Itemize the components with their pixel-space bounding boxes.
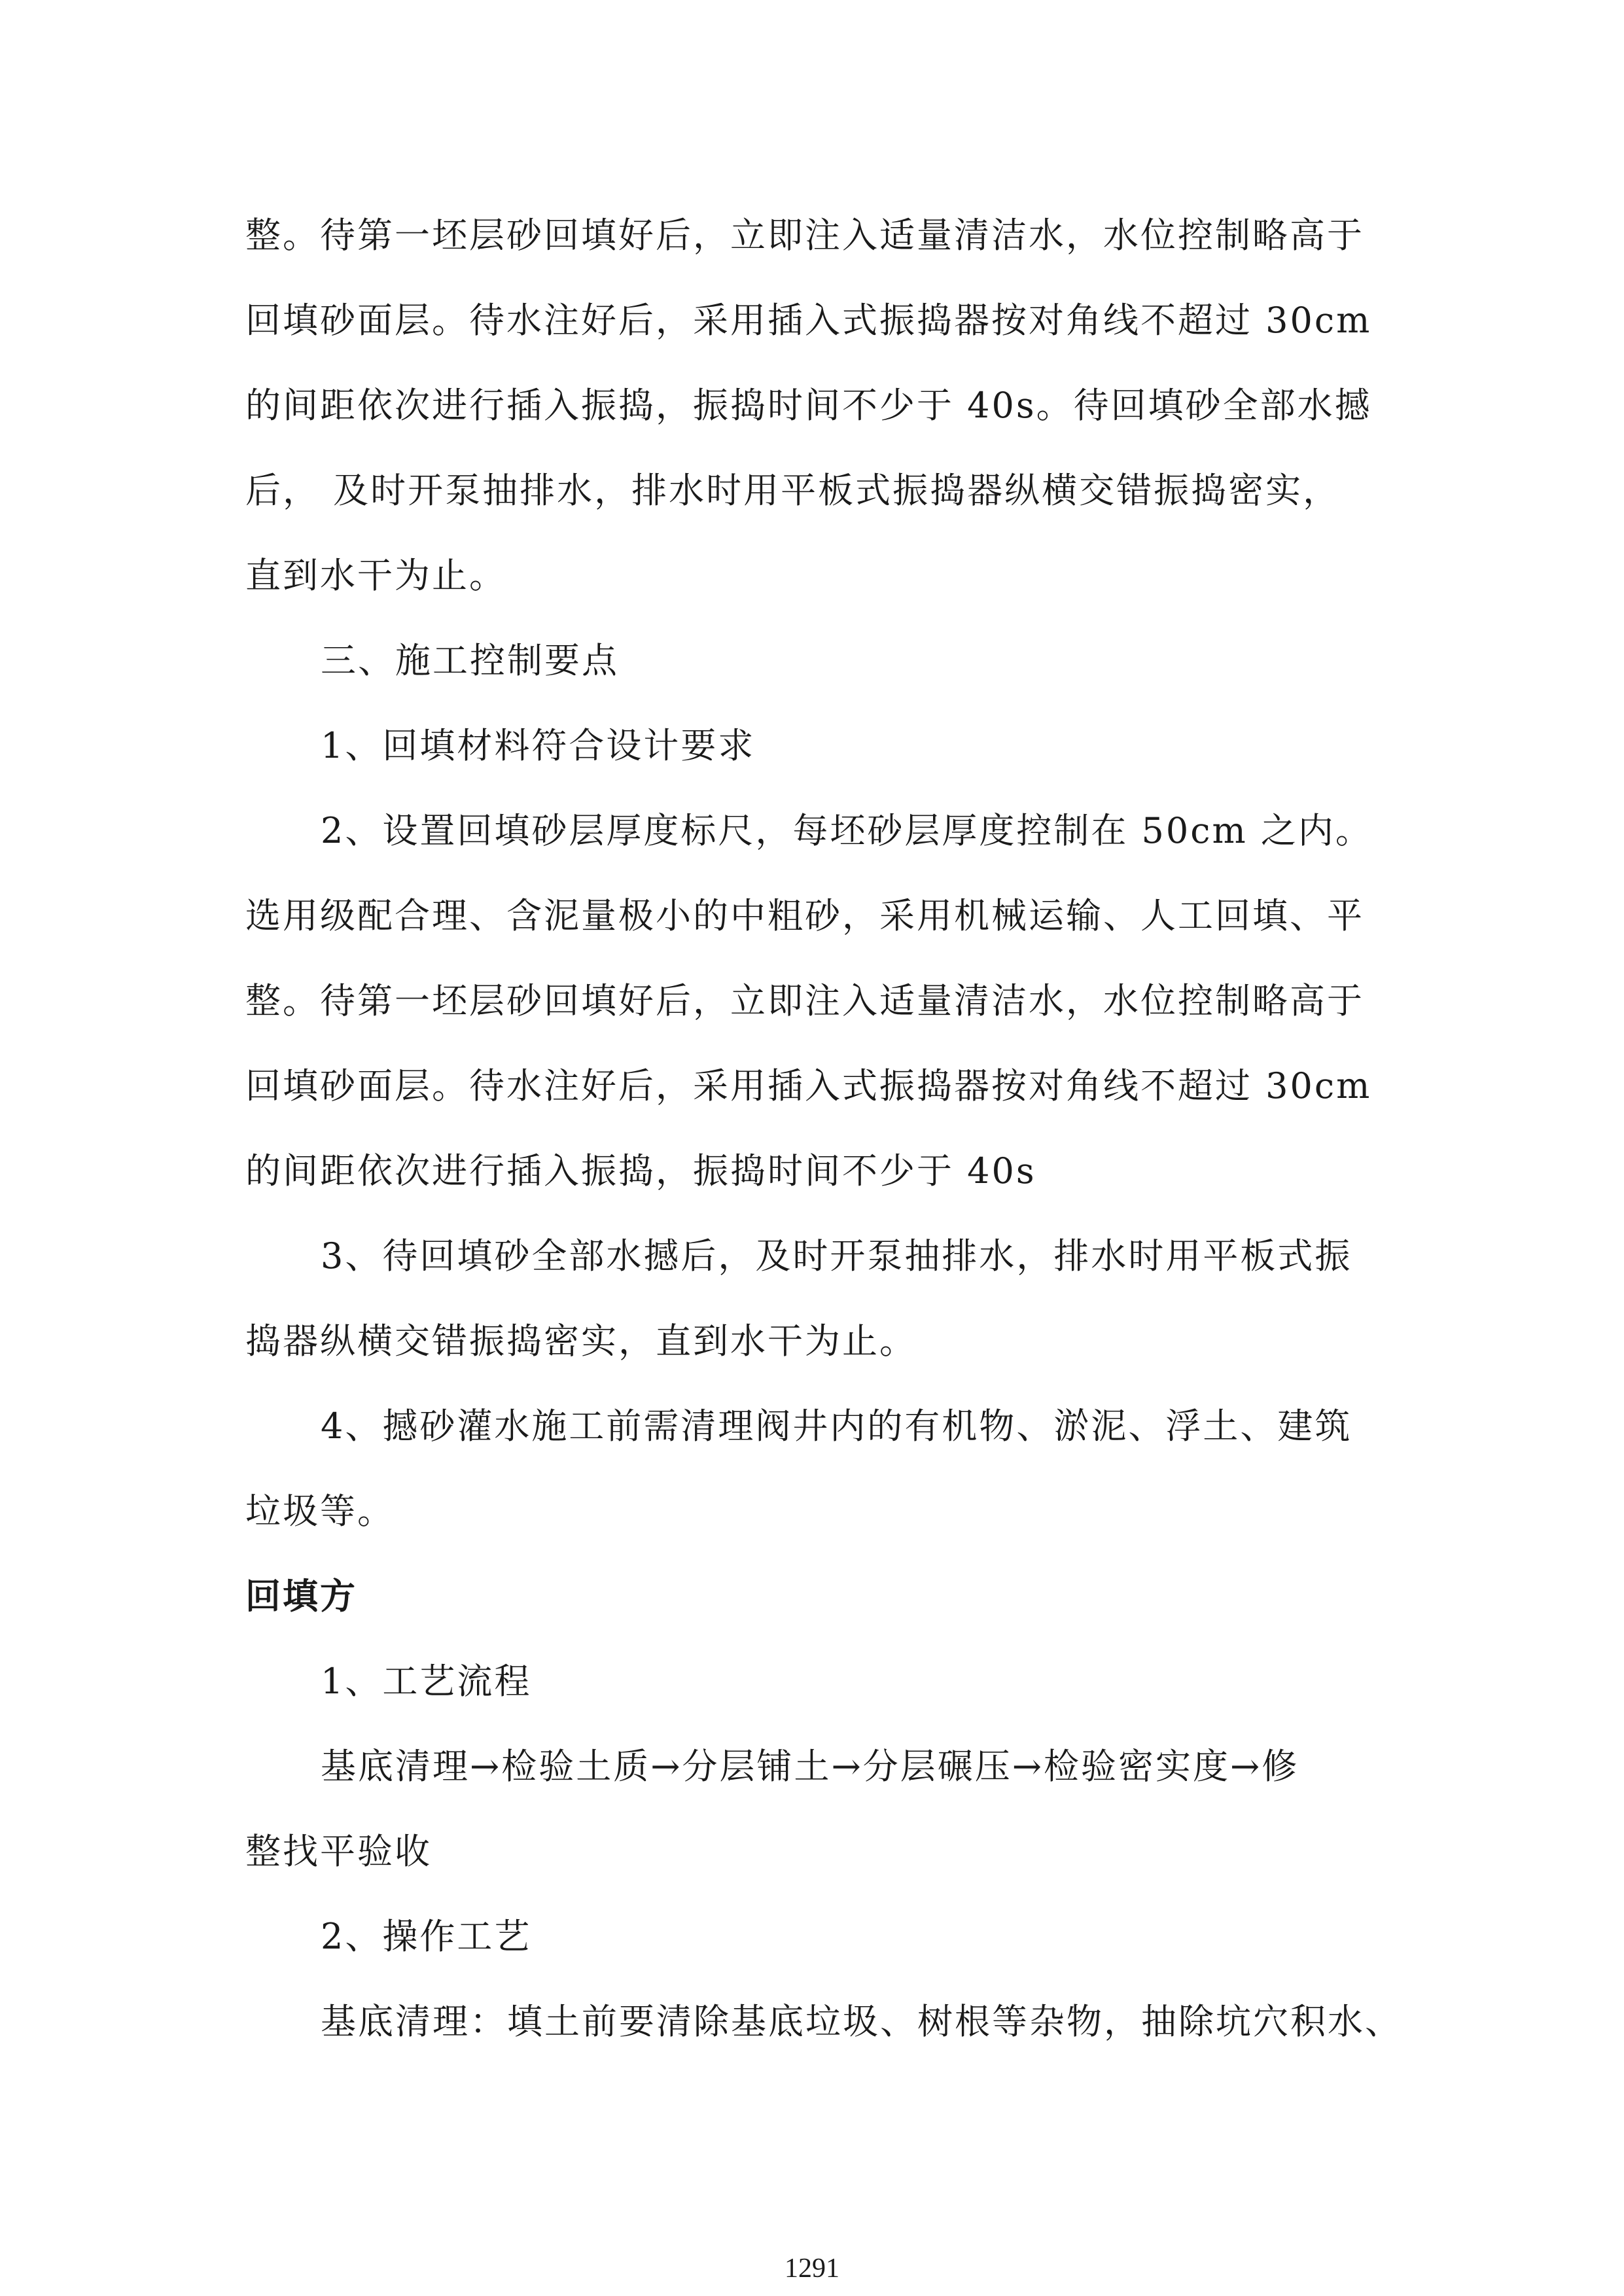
- paragraph-line: 整。待第一坯层砂回填好后，立即注入适量清洁水，水位控制略高于: [245, 215, 1364, 256]
- list-item: 2、操作工艺: [321, 1916, 532, 1957]
- paragraph-line: 整。待第一坯层砂回填好后，立即注入适量清洁水，水位控制略高于: [245, 980, 1364, 1021]
- section-heading: 三、施工控制要点: [321, 640, 619, 681]
- paragraph-line: 垃圾等。: [245, 1491, 395, 1532]
- paragraph-line: 的间距依次进行插入振捣，振捣时间不少于 40s: [245, 1150, 1036, 1192]
- list-item: 1、回填材料符合设计要求: [321, 725, 756, 766]
- list-item: 1、工艺流程: [321, 1661, 532, 1702]
- paragraph-line: 基底清理：填土前要清除基底垃圾、树根等杂物，抽除坑穴积水、: [321, 2001, 1402, 2042]
- paragraph-line: 回填砂面层。待水注好后，采用插入式振捣器按对角线不超过 30cm: [245, 300, 1372, 341]
- list-item: 3、待回填砂全部水撼后，及时开泵抽排水，排水时用平板式振: [321, 1235, 1352, 1277]
- list-item: 4、撼砂灌水施工前需清理阀井内的有机物、淤泥、浮土、建筑: [321, 1405, 1352, 1447]
- paragraph-line: 选用级配合理、含泥量极小的中粗砂，采用机械运输、人工回填、平: [245, 895, 1364, 936]
- paragraph-line: 回填砂面层。待水注好后，采用插入式振捣器按对角线不超过 30cm: [245, 1065, 1372, 1106]
- paragraph-line: 基底清理→检验土质→分层铺土→分层碾压→检验密实度→修: [321, 1746, 1299, 1787]
- page-number: 1291: [785, 2253, 839, 2284]
- paragraph-line: 后， 及时开泵抽排水，排水时用平板式振捣器纵横交错振捣密实，: [245, 470, 1341, 511]
- paragraph-line: 直到水干为止。: [245, 555, 506, 596]
- section-title: 回填方: [245, 1576, 357, 1617]
- list-item: 2、设置回填砂层厚度标尺，每坯砂层厚度控制在 50cm 之内。: [321, 810, 1373, 851]
- paragraph-line: 捣器纵横交错振捣密实，直到水干为止。: [245, 1320, 917, 1362]
- paragraph-line: 的间距依次进行插入振捣，振捣时间不少于 40s。待回填砂全部水撼: [245, 385, 1372, 426]
- paragraph-line: 整找平验收: [245, 1831, 432, 1872]
